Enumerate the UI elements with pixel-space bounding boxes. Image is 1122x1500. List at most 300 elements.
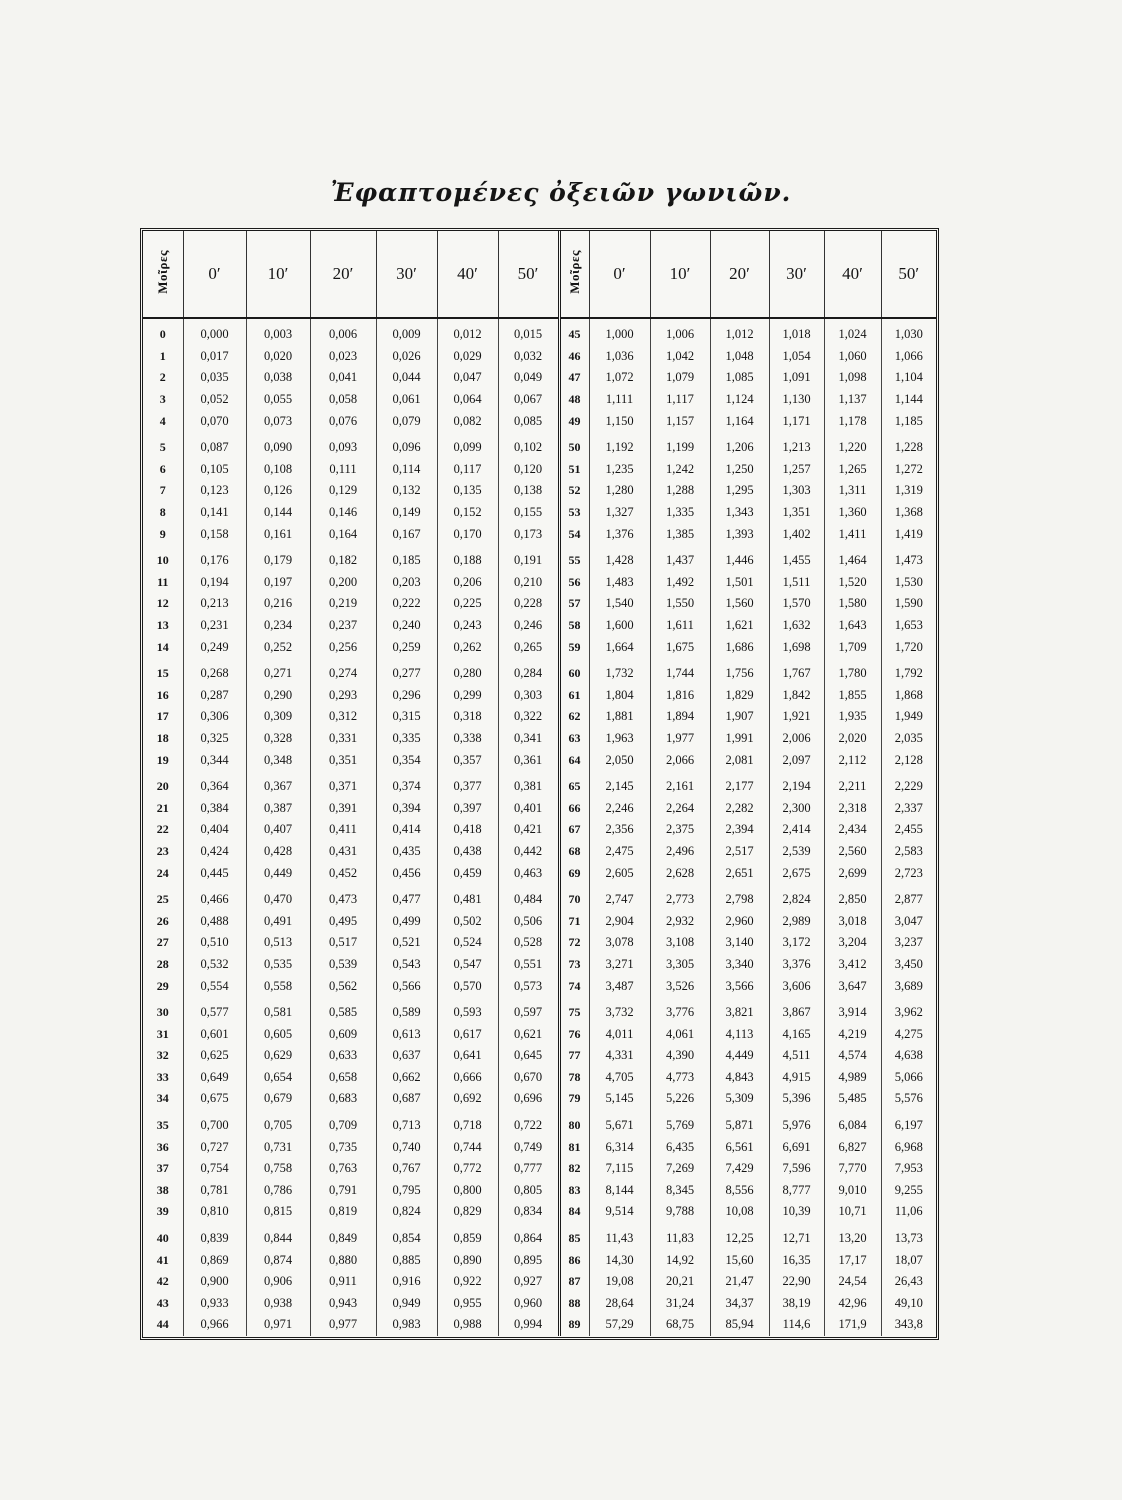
degree-cell: 15 <box>143 658 183 685</box>
value-cell: 114,6 <box>769 1314 824 1336</box>
value-cell: 1,351 <box>769 502 824 524</box>
value-cell: 5,145 <box>589 1088 650 1110</box>
value-cell: 2,081 <box>710 749 769 771</box>
degree-cell: 86 <box>559 1249 589 1271</box>
value-cell: 1,335 <box>650 502 710 524</box>
value-cell: 7,115 <box>589 1158 650 1180</box>
value-cell: 38,19 <box>769 1293 824 1315</box>
value-cell: 1,411 <box>824 523 881 545</box>
value-cell: 1,054 <box>769 346 824 368</box>
degree-cell: 75 <box>559 997 589 1024</box>
degree-cell: 57 <box>559 593 589 615</box>
value-cell: 3,487 <box>589 975 650 997</box>
value-cell: 1,560 <box>710 593 769 615</box>
value-cell: 20,21 <box>650 1271 710 1293</box>
value-cell: 0,191 <box>498 545 559 572</box>
value-cell: 1,540 <box>589 593 650 615</box>
value-cell: 0,844 <box>246 1223 310 1250</box>
degree-cell: 38 <box>143 1180 183 1202</box>
table-row <box>143 841 936 863</box>
value-cell: 0,488 <box>183 910 246 932</box>
value-cell: 5,576 <box>894 1091 923 1106</box>
value-cell: 6,968 <box>894 1139 923 1154</box>
value-cell: 3,867 <box>769 997 824 1024</box>
value-cell: 1,303 <box>769 480 824 502</box>
value-cell: 0,988 <box>437 1314 498 1336</box>
table-row <box>143 1045 936 1067</box>
value-cell: 1,144 <box>894 392 923 407</box>
value-cell: 1,130 <box>769 389 824 411</box>
value-cell: 0,299 <box>437 685 498 707</box>
table-row <box>143 1201 936 1223</box>
table-row <box>143 459 936 481</box>
degree-cell: 29 <box>143 975 183 997</box>
value-cell: 0,705 <box>246 1110 310 1137</box>
value-cell: 0,006 <box>310 318 376 346</box>
table-row <box>143 1023 936 1045</box>
value-cell: 2,475 <box>589 841 650 863</box>
value-cell: 2,773 <box>650 884 710 911</box>
degree-cell: 67 <box>559 819 589 841</box>
degree-cell: 39 <box>143 1201 183 1223</box>
table-row <box>143 797 936 819</box>
value-cell: 0,132 <box>376 480 437 502</box>
value-cell: 0,597 <box>498 997 559 1024</box>
value-cell: 0,943 <box>310 1293 376 1315</box>
value-cell: 0,146 <box>310 502 376 524</box>
value-cell: 2,560 <box>824 841 881 863</box>
value-cell: 343,8 <box>894 1317 923 1332</box>
value-cell: 0,206 <box>437 572 498 594</box>
value-cell: 0,099 <box>437 432 498 459</box>
value-cell: 0,625 <box>183 1045 246 1067</box>
minute-header: 10′ <box>650 231 710 318</box>
value-cell: 1,653 <box>894 618 923 633</box>
value-cell: 26,43 <box>894 1274 923 1289</box>
value-cell: 0,874 <box>246 1249 310 1271</box>
value-cell: 0,735 <box>310 1136 376 1158</box>
value-cell: 3,237 <box>894 935 923 950</box>
value-cell: 1,894 <box>650 706 710 728</box>
value-cell: 1,091 <box>769 367 824 389</box>
table-body <box>143 318 936 1336</box>
value-cell: 8,144 <box>589 1180 650 1202</box>
value-cell: 0,173 <box>498 523 559 545</box>
value-cell: 1,265 <box>824 459 881 481</box>
value-cell: 0,384 <box>183 797 246 819</box>
value-cell: 0,185 <box>376 545 437 572</box>
value-cell: 0,589 <box>376 997 437 1024</box>
value-cell: 2,300 <box>769 797 824 819</box>
value-cell: 3,172 <box>769 932 824 954</box>
value-cell: 1,150 <box>589 410 650 432</box>
degree-cell: 62 <box>559 706 589 728</box>
value-cell: 2,177 <box>710 771 769 798</box>
value-cell: 4,331 <box>589 1045 650 1067</box>
degree-cell: 63 <box>559 728 589 750</box>
value-cell: 2,496 <box>650 841 710 863</box>
value-cell: 0,524 <box>437 932 498 954</box>
value-cell: 0,502 <box>437 910 498 932</box>
value-cell: 2,161 <box>650 771 710 798</box>
value-cell: 0,061 <box>376 389 437 411</box>
value-cell: 2,960 <box>710 910 769 932</box>
value-cell: 1,048 <box>710 346 769 368</box>
value-cell: 0,466 <box>183 884 246 911</box>
value-cell: 0,052 <box>183 389 246 411</box>
table-row <box>143 954 936 976</box>
value-cell: 4,843 <box>710 1067 769 1089</box>
value-cell: 0,900 <box>183 1271 246 1293</box>
value-cell: 0,155 <box>498 502 559 524</box>
table-row <box>143 502 936 524</box>
value-cell: 0,032 <box>498 346 559 368</box>
value-cell: 4,773 <box>650 1067 710 1089</box>
value-cell: 0,662 <box>376 1067 437 1089</box>
value-cell: 3,776 <box>650 997 710 1024</box>
degree-cell: 36 <box>143 1136 183 1158</box>
table-row <box>143 910 936 932</box>
value-cell: 11,06 <box>894 1204 923 1219</box>
degree-cell: 1 <box>143 346 183 368</box>
value-cell: 0,424 <box>183 841 246 863</box>
value-cell: 0,144 <box>246 502 310 524</box>
value-cell: 6,314 <box>589 1136 650 1158</box>
table-row <box>143 432 936 459</box>
degree-cell: 10 <box>143 545 183 572</box>
value-cell: 2,824 <box>769 884 824 911</box>
value-cell: 0,102 <box>498 432 559 459</box>
value-cell: 2,932 <box>650 910 710 932</box>
value-cell: 3,821 <box>710 997 769 1024</box>
value-cell: 0,499 <box>376 910 437 932</box>
degree-cell: 45 <box>559 318 589 346</box>
degree-cell: 83 <box>559 1180 589 1202</box>
value-cell: 1,164 <box>710 410 769 432</box>
value-cell: 8,345 <box>650 1180 710 1202</box>
value-cell: 5,769 <box>650 1110 710 1137</box>
value-cell: 1,709 <box>824 636 881 658</box>
value-cell: 0,341 <box>498 728 559 750</box>
minute-header: 20′ <box>310 231 376 318</box>
value-cell: 0,994 <box>498 1314 559 1336</box>
value-cell: 0,067 <box>498 389 559 411</box>
value-cell: 5,396 <box>769 1088 824 1110</box>
table-row <box>143 771 936 798</box>
value-cell: 0,744 <box>437 1136 498 1158</box>
value-cell: 1,842 <box>769 685 824 707</box>
value-cell: 0,477 <box>376 884 437 911</box>
value-cell: 1,036 <box>589 346 650 368</box>
value-cell: 0,438 <box>437 841 498 863</box>
value-cell: 1,767 <box>769 658 824 685</box>
value-cell: 1,792 <box>894 666 923 681</box>
value-cell: 2,455 <box>894 822 923 837</box>
value-cell: 0,262 <box>437 636 498 658</box>
value-cell: 0,633 <box>310 1045 376 1067</box>
value-cell: 2,628 <box>650 862 710 884</box>
value-cell: 0,120 <box>498 459 559 481</box>
value-cell: 0,670 <box>498 1067 559 1089</box>
value-cell: 1,117 <box>650 389 710 411</box>
degree-cell: 73 <box>559 954 589 976</box>
header-row <box>143 231 936 318</box>
value-cell: 0,249 <box>183 636 246 658</box>
value-cell: 3,566 <box>710 975 769 997</box>
value-cell: 1,124 <box>710 389 769 411</box>
value-cell: 2,414 <box>769 819 824 841</box>
value-cell: 2,877 <box>894 892 923 907</box>
value-cell: 0,271 <box>246 658 310 685</box>
value-cell: 0,731 <box>246 1136 310 1158</box>
value-cell: 0,219 <box>310 593 376 615</box>
value-cell: 0,328 <box>246 728 310 750</box>
value-cell: 1,949 <box>894 709 923 724</box>
value-cell: 0,767 <box>376 1158 437 1180</box>
value-cell: 0,577 <box>183 997 246 1024</box>
value-cell: 0,315 <box>376 706 437 728</box>
value-cell: 6,561 <box>710 1136 769 1158</box>
degree-cell: 6 <box>143 459 183 481</box>
table-row <box>143 1223 936 1250</box>
value-cell: 1,104 <box>894 370 923 385</box>
value-cell: 0,290 <box>246 685 310 707</box>
value-cell: 0,834 <box>498 1201 559 1223</box>
value-cell: 1,419 <box>894 526 923 541</box>
value-cell: 1,098 <box>824 367 881 389</box>
value-cell: 0,445 <box>183 862 246 884</box>
value-cell: 1,042 <box>650 346 710 368</box>
value-cell: 1,611 <box>650 615 710 637</box>
value-cell: 0,679 <box>246 1088 310 1110</box>
degree-header-label: Μοῖρες <box>154 249 170 294</box>
degree-cell: 17 <box>143 706 183 728</box>
value-cell: 6,691 <box>769 1136 824 1158</box>
degree-cell: 51 <box>559 459 589 481</box>
degree-cell: 80 <box>559 1110 589 1137</box>
value-cell: 0,547 <box>437 954 498 976</box>
value-cell: 14,92 <box>650 1249 710 1271</box>
value-cell: 5,976 <box>769 1110 824 1137</box>
value-cell: 1,600 <box>589 615 650 637</box>
value-cell: 0,713 <box>376 1110 437 1137</box>
value-cell: 0,562 <box>310 975 376 997</box>
value-cell: 1,137 <box>824 389 881 411</box>
value-cell: 57,29 <box>589 1314 650 1336</box>
value-cell: 13,20 <box>824 1223 881 1250</box>
value-cell: 0,513 <box>246 932 310 954</box>
value-cell: 0,700 <box>183 1110 246 1137</box>
value-cell: 2,850 <box>824 884 881 911</box>
value-cell: 0,111 <box>310 459 376 481</box>
degree-cell: 2 <box>143 367 183 389</box>
value-cell: 0,421 <box>498 819 559 841</box>
value-cell: 0,535 <box>246 954 310 976</box>
value-cell: 1,257 <box>769 459 824 481</box>
value-cell: 0,129 <box>310 480 376 502</box>
degree-cell: 88 <box>559 1293 589 1315</box>
value-cell: 1,720 <box>894 639 923 654</box>
value-cell: 7,770 <box>824 1158 881 1180</box>
minute-header: 0′ <box>183 231 246 318</box>
value-cell: 2,651 <box>710 862 769 884</box>
degree-cell: 55 <box>559 545 589 572</box>
value-cell: 0,364 <box>183 771 246 798</box>
value-cell: 1,111 <box>589 389 650 411</box>
value-cell: 1,393 <box>710 523 769 545</box>
value-cell: 1,242 <box>650 459 710 481</box>
degree-cell: 11 <box>143 572 183 594</box>
value-cell: 1,492 <box>650 572 710 594</box>
value-cell: 0,428 <box>246 841 310 863</box>
value-cell: 8,556 <box>710 1180 769 1202</box>
value-cell: 2,375 <box>650 819 710 841</box>
value-cell: 10,08 <box>710 1201 769 1223</box>
value-cell: 4,113 <box>710 1023 769 1045</box>
minute-header: 30′ <box>769 231 824 318</box>
degree-cell: 35 <box>143 1110 183 1137</box>
table-row <box>143 1158 936 1180</box>
degree-cell: 44 <box>143 1314 183 1336</box>
value-cell: 0,338 <box>437 728 498 750</box>
value-cell: 0,786 <box>246 1180 310 1202</box>
value-cell: 0,463 <box>498 862 559 884</box>
value-cell: 0,554 <box>183 975 246 997</box>
value-cell: 0,161 <box>246 523 310 545</box>
value-cell: 2,583 <box>894 843 923 858</box>
value-cell: 0,435 <box>376 841 437 863</box>
value-cell: 3,376 <box>769 954 824 976</box>
minute-header: 30′ <box>376 231 437 318</box>
value-cell: 0,960 <box>498 1293 559 1315</box>
value-cell: 0,916 <box>376 1271 437 1293</box>
value-cell: 0,222 <box>376 593 437 615</box>
value-cell: 1,991 <box>710 728 769 750</box>
value-cell: 1,368 <box>894 505 923 520</box>
value-cell: 0,123 <box>183 480 246 502</box>
value-cell: 2,539 <box>769 841 824 863</box>
value-cell: 171,9 <box>824 1314 881 1336</box>
degree-cell: 12 <box>143 593 183 615</box>
value-cell: 0,666 <box>437 1067 498 1089</box>
value-cell: 0,687 <box>376 1088 437 1110</box>
table-row <box>143 1271 936 1293</box>
value-cell: 0,810 <box>183 1201 246 1223</box>
degree-cell: 23 <box>143 841 183 863</box>
value-cell: 1,643 <box>824 615 881 637</box>
value-cell: 0,387 <box>246 797 310 819</box>
value-cell: 19,08 <box>589 1271 650 1293</box>
value-cell: 6,435 <box>650 1136 710 1158</box>
value-cell: 1,060 <box>824 346 881 368</box>
value-cell: 2,337 <box>894 800 923 815</box>
degree-cell: 22 <box>143 819 183 841</box>
value-cell: 0,035 <box>183 367 246 389</box>
value-cell: 0,312 <box>310 706 376 728</box>
value-cell: 2,128 <box>894 752 923 767</box>
value-cell: 0,819 <box>310 1201 376 1223</box>
minute-header: 0′ <box>589 231 650 318</box>
degree-cell: 9 <box>143 523 183 545</box>
value-cell: 4,638 <box>894 1048 923 1063</box>
value-cell: 8,777 <box>769 1180 824 1202</box>
degree-cell: 40 <box>143 1223 183 1250</box>
value-cell: 0,197 <box>246 572 310 594</box>
value-cell: 3,526 <box>650 975 710 997</box>
value-cell: 0,309 <box>246 706 310 728</box>
value-cell: 1,698 <box>769 636 824 658</box>
value-cell: 0,381 <box>498 771 559 798</box>
value-cell: 0,331 <box>310 728 376 750</box>
value-cell: 0,394 <box>376 797 437 819</box>
value-cell: 1,171 <box>769 410 824 432</box>
value-cell: 14,30 <box>589 1249 650 1271</box>
value-cell: 0,296 <box>376 685 437 707</box>
degree-cell: 68 <box>559 841 589 863</box>
value-cell: 1,732 <box>589 658 650 685</box>
value-cell: 1,511 <box>769 572 824 594</box>
table-row <box>143 523 936 545</box>
value-cell: 1,311 <box>824 480 881 502</box>
value-cell: 1,024 <box>824 318 881 346</box>
value-cell: 0,758 <box>246 1158 310 1180</box>
value-cell: 1,816 <box>650 685 710 707</box>
table-row <box>143 1067 936 1089</box>
value-cell: 0,000 <box>183 318 246 346</box>
value-cell: 1,483 <box>589 572 650 594</box>
value-cell: 1,632 <box>769 615 824 637</box>
value-cell: 2,798 <box>710 884 769 911</box>
degree-cell: 34 <box>143 1088 183 1110</box>
degree-cell: 37 <box>143 1158 183 1180</box>
value-cell: 0,367 <box>246 771 310 798</box>
value-cell: 11,83 <box>650 1223 710 1250</box>
value-cell: 0,114 <box>376 459 437 481</box>
value-cell: 0,800 <box>437 1180 498 1202</box>
degree-cell: 14 <box>143 636 183 658</box>
value-cell: 0,645 <box>498 1045 559 1067</box>
degree-header-right <box>559 231 589 318</box>
value-cell: 0,566 <box>376 975 437 997</box>
value-cell: 0,377 <box>437 771 498 798</box>
value-cell: 1,935 <box>824 706 881 728</box>
value-cell: 0,777 <box>498 1158 559 1180</box>
value-cell: 0,772 <box>437 1158 498 1180</box>
value-cell: 1,343 <box>710 502 769 524</box>
value-cell: 3,450 <box>894 956 923 971</box>
value-cell: 0,617 <box>437 1023 498 1045</box>
value-cell: 0,740 <box>376 1136 437 1158</box>
value-cell: 0,551 <box>498 954 559 976</box>
value-cell: 12,25 <box>710 1223 769 1250</box>
value-cell: 0,203 <box>376 572 437 594</box>
value-cell: 1,590 <box>894 596 923 611</box>
degree-header-label: Μοῖρες <box>566 249 582 294</box>
value-cell: 1,072 <box>589 367 650 389</box>
value-cell: 11,43 <box>589 1223 650 1250</box>
degree-cell: 42 <box>143 1271 183 1293</box>
degree-cell: 61 <box>559 685 589 707</box>
value-cell: 0,510 <box>183 932 246 954</box>
degree-cell: 20 <box>143 771 183 798</box>
value-cell: 1,295 <box>710 480 769 502</box>
degree-cell: 89 <box>559 1314 589 1336</box>
table-row <box>143 410 936 432</box>
value-cell: 0,274 <box>310 658 376 685</box>
table-row <box>143 1293 936 1315</box>
value-cell: 0,473 <box>310 884 376 911</box>
value-cell: 0,246 <box>498 615 559 637</box>
